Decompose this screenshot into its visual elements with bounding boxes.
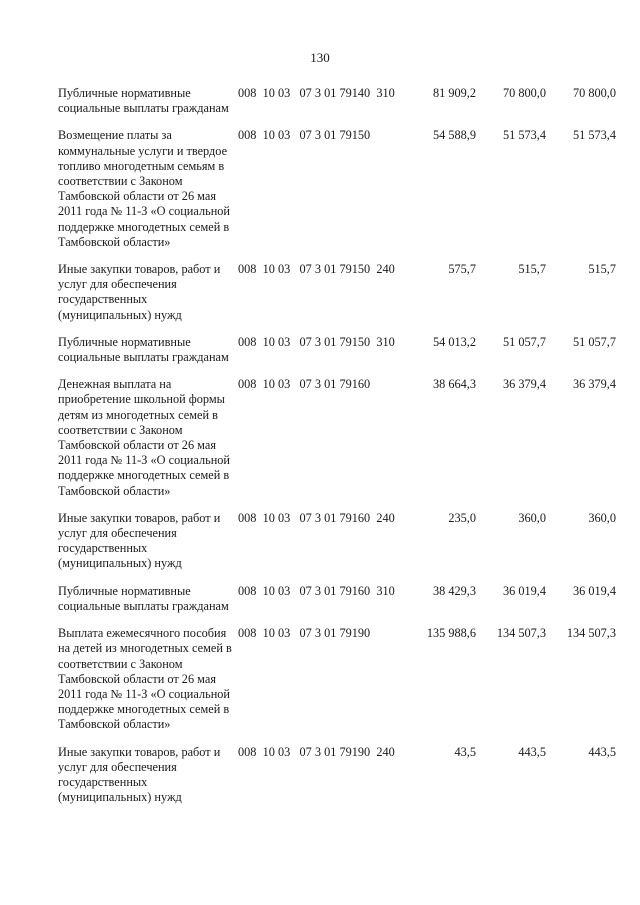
row-value-2: 36 019,4 [502, 583, 546, 598]
row-value-2: 36 379,4 [502, 377, 546, 392]
row-code: 008 10 03 07 3 01 79190 [238, 626, 371, 641]
row-value-1: 135 988,6 [426, 626, 476, 641]
row-value-1: 235,0 [448, 510, 476, 525]
row-value-3: 443,5 [588, 744, 616, 759]
row-code: 008 10 03 07 3 01 79190 240 [238, 744, 395, 759]
row-value-3: 51 573,4 [572, 128, 616, 143]
budget-table [58, 86, 620, 817]
row-value-3: 36 019,4 [572, 583, 616, 598]
row-value-2: 443,5 [518, 744, 546, 759]
table-row [58, 86, 620, 116]
row-name: Возмещение платы за коммунальные услуги и твердое топливо многодетным семьям в соответствии с Законом Тамбовской области от 26 мая 2011 года № 11-З «О социальной поддержке многодетных семей в Тамбовской области» [58, 128, 230, 249]
row-code: 008 10 03 07 3 01 79150 310 [238, 334, 395, 349]
row-code: 008 10 03 07 3 01 79160 310 [238, 583, 395, 598]
table-row [58, 584, 620, 614]
page-number: 130 [310, 50, 330, 65]
row-value-2: 51 573,4 [502, 128, 546, 143]
row-name: Денежная выплата на приобретение школьной формы детям из многодетных семей в соответствии с Законом Тамбовской области от 26 мая 2011 года № 11-З «О социальной поддержке многодетных семей в Тамбовской области» [58, 377, 230, 498]
row-value-3: 36 379,4 [572, 377, 616, 392]
row-name: Публичные нормативные социальные выплаты гражданам [58, 334, 229, 365]
row-value-1: 575,7 [448, 262, 476, 277]
table-row [58, 335, 620, 365]
row-code: 008 10 03 07 3 01 79150 240 [238, 262, 395, 277]
row-value-2: 70 800,0 [502, 86, 546, 100]
row-value-1: 54 013,2 [432, 334, 476, 349]
table-row [58, 626, 620, 732]
row-value-1: 54 588,9 [432, 128, 476, 143]
row-code: 008 10 03 07 3 01 79160 240 [238, 510, 395, 525]
row-value-1: 38 664,3 [432, 377, 476, 392]
row-value-2: 515,7 [518, 262, 546, 277]
row-value-2: 360,0 [518, 510, 546, 525]
row-value-2: 51 057,7 [502, 334, 546, 349]
row-name: Публичные нормативные социальные выплаты гражданам [58, 583, 229, 613]
row-name: Иные закупки товаров, работ и услуг для обеспечения государственных (муниципальных) нужд [58, 744, 221, 805]
row-name: Выплата ежемесячного пособия на детей из многодетных семей в соответствии с Законом Тамбовской области от 26 мая 2011 года № 11-З «О социальной поддержке многодетных семей в Тамбовской области» [58, 626, 232, 732]
row-value-1: 38 429,3 [432, 583, 476, 598]
row-value-3: 70 800,0 [572, 86, 616, 100]
table-row [58, 745, 620, 806]
row-value-2: 134 507,3 [496, 626, 546, 641]
row-name: Публичные нормативные социальные выплаты гражданам [58, 86, 229, 116]
row-value-3: 51 057,7 [572, 334, 616, 349]
table-row [58, 262, 620, 323]
row-value-1: 43,5 [454, 744, 476, 759]
table-row [58, 377, 620, 499]
row-name: Иные закупки товаров, работ и услуг для обеспечения государственных (муниципальных) нужд [58, 262, 221, 322]
row-value-3: 360,0 [588, 510, 616, 525]
row-name: Иные закупки товаров, работ и услуг для обеспечения государственных (муниципальных) нужд [58, 510, 221, 571]
row-code: 008 10 03 07 3 01 79140 310 [238, 86, 395, 100]
row-code: 008 10 03 07 3 01 79160 [238, 377, 371, 392]
row-value-3: 515,7 [588, 262, 616, 277]
row-value-3: 134 507,3 [566, 626, 616, 641]
table-row [58, 128, 620, 250]
row-code: 008 10 03 07 3 01 79150 [238, 128, 371, 143]
row-value-1: 81 909,2 [432, 86, 476, 100]
table-row [58, 511, 620, 572]
